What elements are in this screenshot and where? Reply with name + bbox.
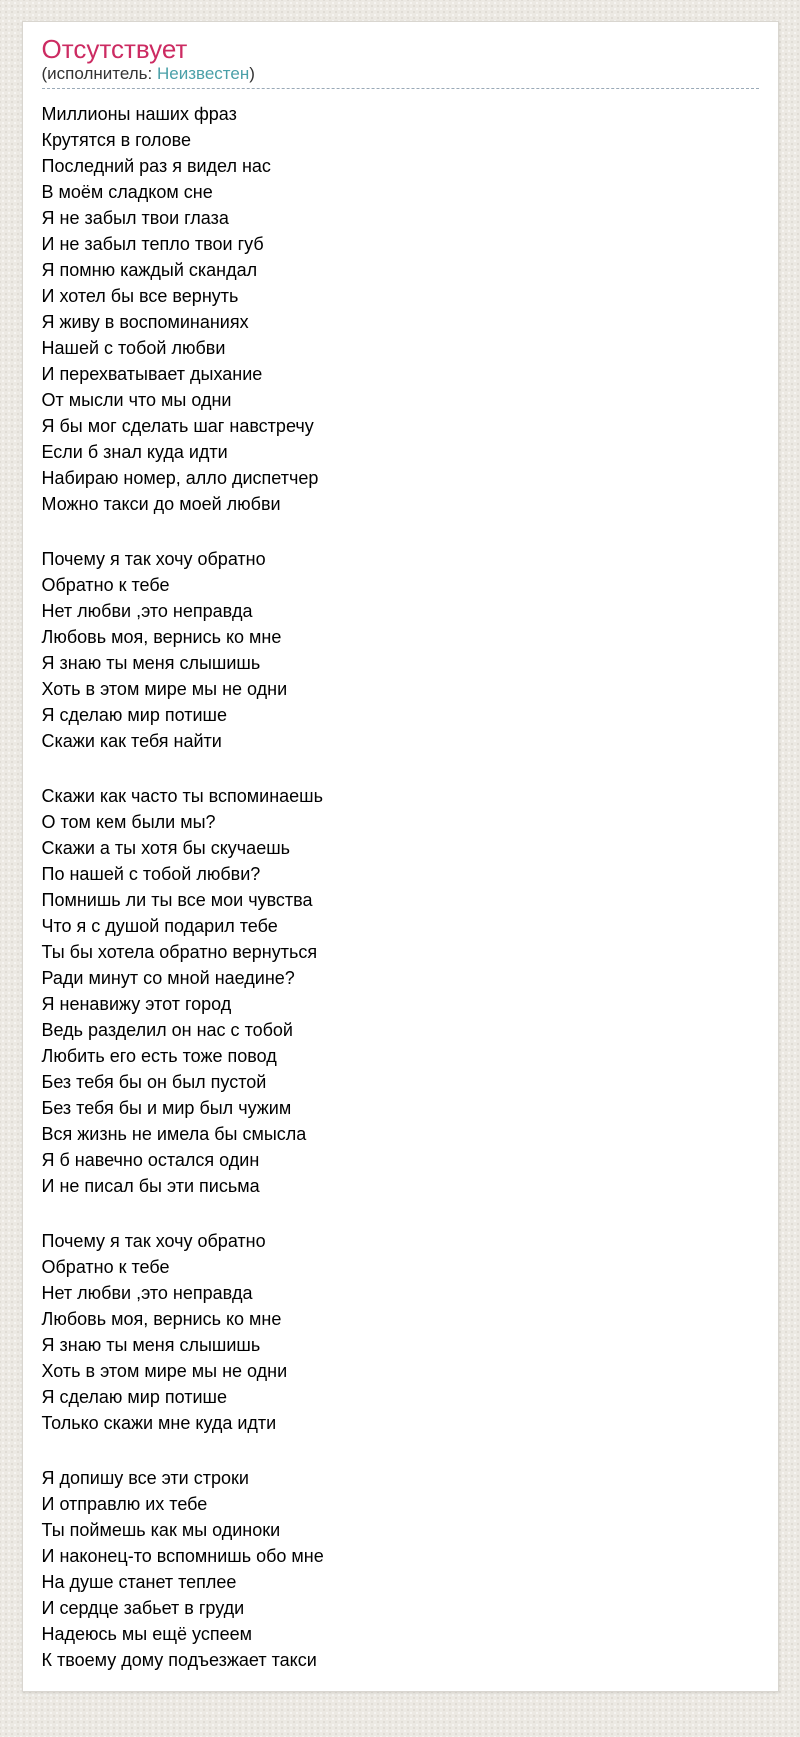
lyric-stanza — [42, 101, 759, 517]
lyric-line: Я сделаю мир потише — [41, 705, 227, 725]
lyric-line: Миллионы наших фраз — [41, 104, 237, 124]
lyric-line: Если б знал куда идти — [41, 442, 228, 462]
lyric-line: И сердце забьет в груди — [41, 1598, 245, 1618]
lyric-line: Скажи как тебя найти — [41, 731, 222, 751]
lyric-line: И не писал бы эти письма — [41, 1176, 260, 1196]
lyric-line: Ты бы хотела обратно вернуться — [41, 942, 318, 962]
lyrics — [42, 101, 759, 1673]
lyric-line: Почему я так хочу обратно — [41, 549, 266, 569]
lyric-line: Нет любви ,это неправда — [41, 1283, 253, 1303]
lyric-line: Я знаю ты меня слышишь — [41, 653, 261, 673]
lyric-line: Обратно к тебе — [41, 575, 170, 595]
lyric-line: Вся жизнь не имела бы смысла — [41, 1124, 307, 1144]
lyric-line: От мысли что мы одни — [41, 390, 232, 410]
lyric-line: Я знаю ты меня слышишь — [41, 1335, 261, 1355]
lyric-line: И не забыл тепло твои губ — [41, 234, 264, 254]
lyric-line: Что я с душой подарил тебе — [41, 916, 278, 936]
lyric-line: Я сделаю мир потише — [41, 1387, 227, 1407]
lyric-stanza — [42, 1228, 759, 1436]
artist-suffix-text: ) — [249, 64, 255, 83]
lyric-line: Скажи как часто ты вспоминаешь — [41, 786, 323, 806]
lyric-line: На душе станет теплее — [41, 1572, 237, 1592]
lyric-line: Скажи а ты хотя бы скучаешь — [41, 838, 291, 858]
song-title: Отсутствует — [41, 34, 188, 64]
lyric-stanza — [42, 783, 759, 1199]
lyric-line: И наконец-то вспомнишь обо мне — [41, 1546, 324, 1566]
lyric-line: Набираю номер, алло диспетчер — [41, 468, 319, 488]
lyric-line: Можно такси до моей любви — [41, 494, 281, 514]
lyric-line: Без тебя бы он был пустой — [41, 1072, 267, 1092]
lyric-line: Последний раз я видел нас — [41, 156, 271, 176]
page-background — [0, 21, 800, 1737]
lyric-line: В моём сладком сне — [41, 182, 213, 202]
lyric-line: Я живу в воспоминаниях — [41, 312, 249, 332]
lyric-line: И отправлю их тебе — [41, 1494, 208, 1514]
lyric-line: Обратно к тебе — [41, 1257, 170, 1277]
lyric-line: Любить его есть тоже повод — [41, 1046, 277, 1066]
lyric-line: Я бы мог сделать шаг навстречу — [41, 416, 314, 436]
lyric-line: И хотел бы все вернуть — [41, 286, 239, 306]
lyric-line: К твоему дому подъезжает такси — [41, 1650, 317, 1670]
lyric-line: Любовь моя, вернись ко мне — [41, 627, 282, 647]
lyric-line: Крутятся в голове — [41, 130, 192, 150]
lyric-line: Надеюсь мы ещё успеем — [41, 1624, 252, 1644]
lyric-line: Ты поймешь как мы одиноки — [41, 1520, 281, 1540]
lyric-line: Я ненавижу этот город — [41, 994, 232, 1014]
lyric-line: Хоть в этом мире мы не одни — [41, 679, 288, 699]
lyrics-card — [22, 21, 779, 1692]
lyric-line: Без тебя бы и мир был чужим — [41, 1098, 292, 1118]
lyric-stanza — [42, 1465, 759, 1673]
lyric-stanza — [42, 546, 759, 754]
lyric-line: Любовь моя, вернись ко мне — [41, 1309, 282, 1329]
lyric-line: О том кем были мы? — [41, 812, 216, 832]
lyric-line: Я б навечно остался один — [41, 1150, 260, 1170]
lyric-line: Только скажи мне куда идти — [41, 1413, 277, 1433]
lyric-line: Ведь разделил он нас с тобой — [41, 1020, 293, 1040]
lyric-line: Нашей с тобой любви — [41, 338, 226, 358]
lyric-line: Я помню каждый скандал — [41, 260, 258, 280]
artist-prefix-text: (исполнитель: — [41, 64, 157, 83]
lyric-line: По нашей с тобой любви? — [41, 864, 261, 884]
lyric-line: Нет любви ,это неправда — [41, 601, 253, 621]
artist-link[interactable]: Неизвестен — [156, 64, 250, 83]
lyric-line: Почему я так хочу обратно — [41, 1231, 266, 1251]
lyric-line: Хоть в этом мире мы не одни — [41, 1361, 288, 1381]
lyric-line: Я не забыл твои глаза — [41, 208, 229, 228]
lyric-line: Я допишу все эти строки — [41, 1468, 249, 1488]
artist-line — [42, 64, 759, 84]
lyric-line: И перехватывает дыхание — [41, 364, 263, 384]
lyric-line: Ради минут со мной наедине? — [41, 968, 295, 988]
lyric-line: Помнишь ли ты все мои чувства — [41, 890, 313, 910]
song-header — [42, 34, 759, 89]
